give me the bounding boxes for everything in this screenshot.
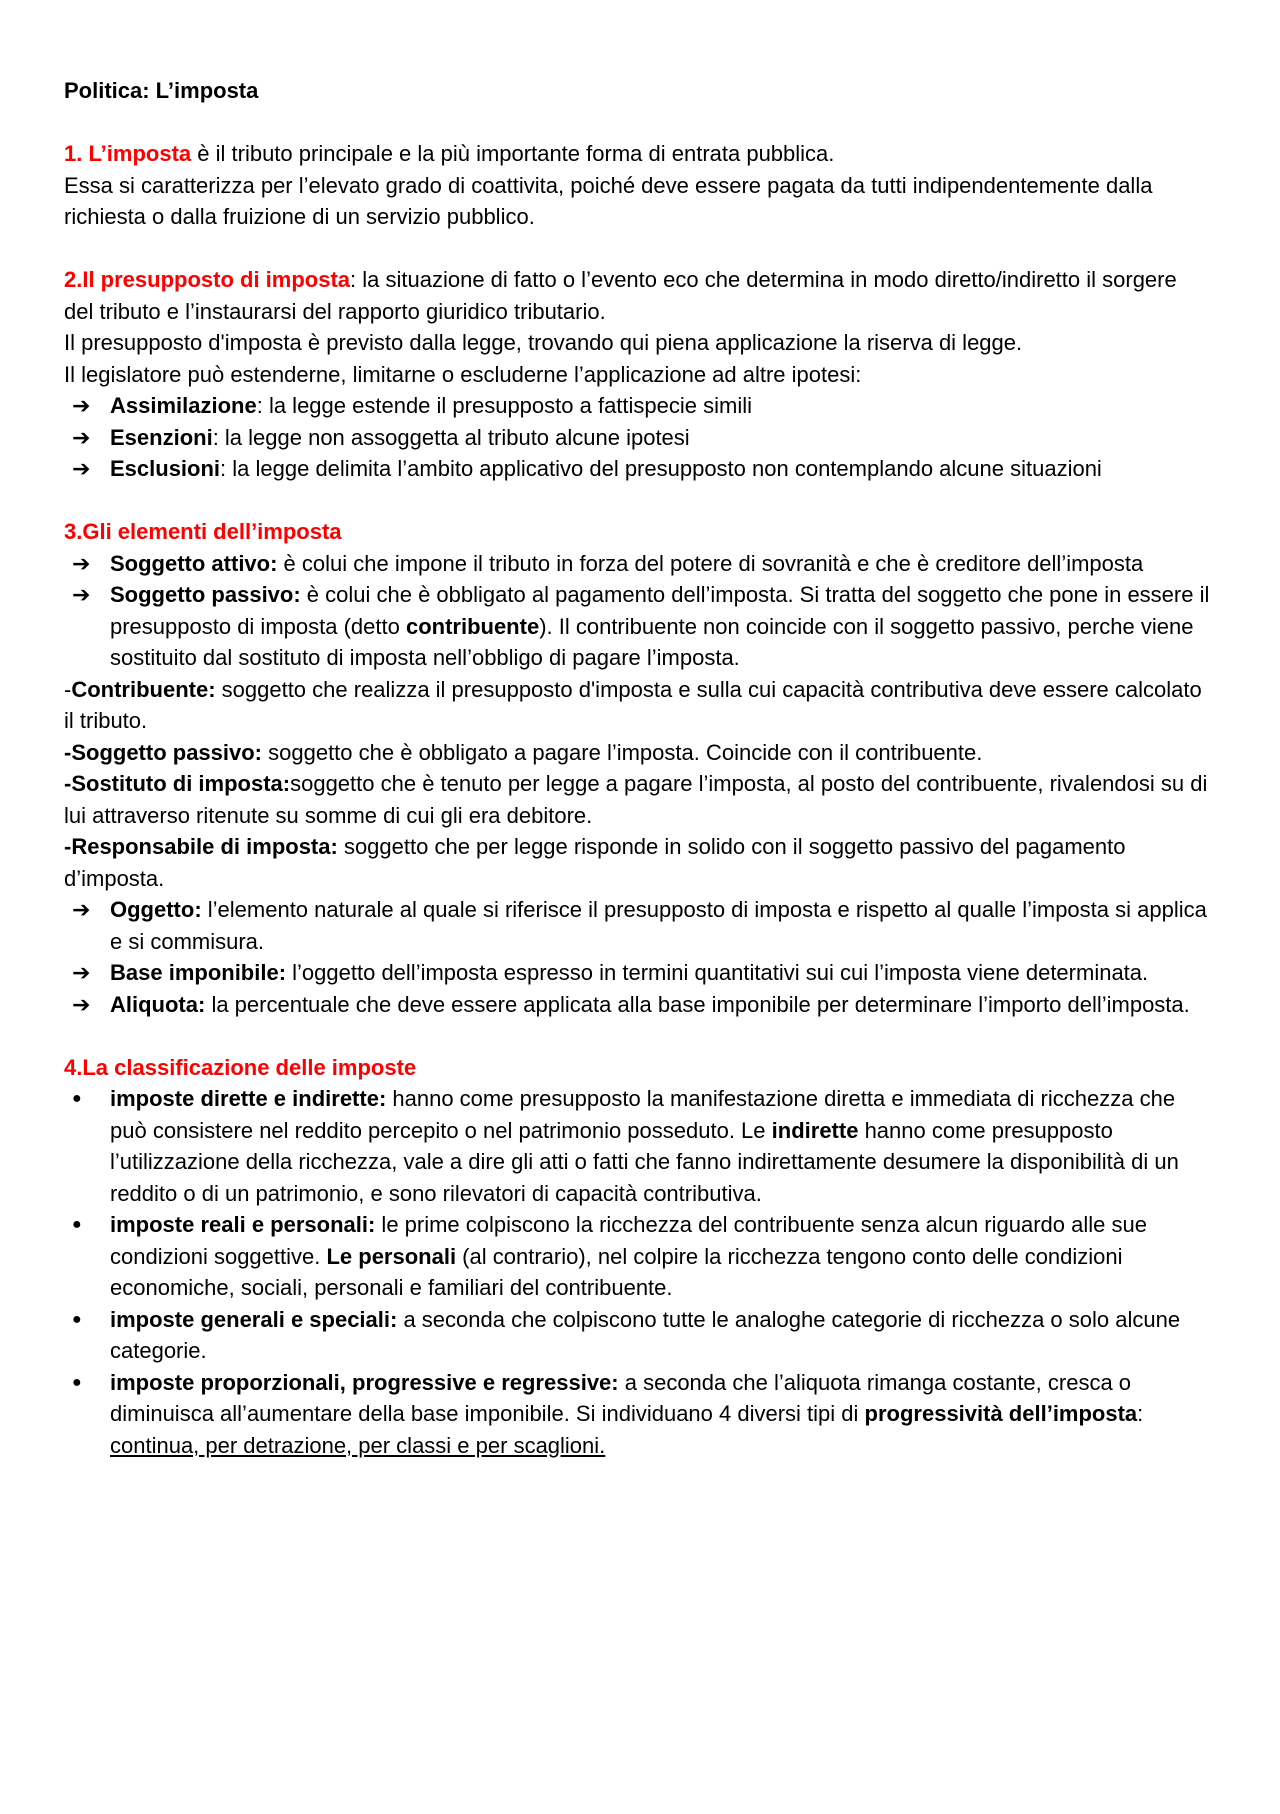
text-run: Il presupposto d'imposta è previsto dalla legge, trovando qui piena applicazione la riserva di legge. xyxy=(64,330,1023,355)
bold-term: Base imponibile: xyxy=(110,960,287,985)
paragraph xyxy=(64,768,1212,831)
blank-line xyxy=(64,107,1212,139)
text-run: è il tributo principale e la più importante forma di entrata pubblica. xyxy=(191,141,835,166)
paragraph xyxy=(64,359,1212,391)
section-heading: 4.La classificazione delle imposte xyxy=(64,1054,417,1080)
arrow-right-icon: ➔ xyxy=(72,393,91,418)
bold-term: Le personali xyxy=(326,1243,457,1269)
arrow-list-item xyxy=(64,894,1212,957)
bold-term: imposte proporzionali, progressive e regressive: xyxy=(110,1369,619,1395)
bullet-icon: ● xyxy=(72,1310,82,1328)
arrow-right-icon: ➔ xyxy=(72,991,91,1017)
bold-term: Contribuente: xyxy=(71,676,216,702)
bold-term: Assimilazione xyxy=(110,393,257,418)
section-heading: 3.Gli elementi dell’imposta xyxy=(64,519,342,544)
text-run: : la situazione di fatto o l’evento eco che determina in modo diretto/indiretto il sorgere del tributo e l’instaurarsi del rapporto giuridico tributario. xyxy=(64,267,1177,324)
text-run: l’oggetto dell’imposta espresso in termini quantitativi sui cui l’imposta viene determinata. xyxy=(286,960,1149,985)
bold-term: Aliquota: xyxy=(110,991,206,1017)
text-run: (al contrario), nel colpire la ricchezza tengono conto delle condizioni economiche, sociali, personali e familiari del contribuente. xyxy=(110,1243,1123,1300)
bullet-icon: ● xyxy=(72,1373,82,1391)
text-run: a seconda che l’aliquota rimanga costante, cresca o diminuisca all’aumentare della base imponibile. Si individuano 4 diversi tipi di xyxy=(110,1369,1132,1426)
text-run: è colui che è obbligato al pagamento dell’imposta. Si tratta del soggetto che pone in essere il presupposto di imposta (detto xyxy=(110,582,1210,639)
bold-term: imposte reali e personali: xyxy=(110,1212,376,1237)
text-run: continua, per detrazione, per classi e per scaglioni. xyxy=(110,1432,606,1458)
bullet-icon: ● xyxy=(72,1090,82,1107)
arrow-list-item xyxy=(64,957,1212,989)
text-run: hanno come presupposto la manifestazione diretta e immediata di ricchezza che può consistere nel reddito percepito o nel patrimonio posseduto. Le xyxy=(110,1086,1176,1143)
arrow-list-item xyxy=(64,453,1212,485)
bold-term: Oggetto: xyxy=(110,897,202,922)
text-run: soggetto che è obbligato a pagare l’imposta. Coincide con il contribuente. xyxy=(262,739,983,765)
text-run: : la legge delimita l’ambito applicativo del presupposto non contemplando alcune situazioni xyxy=(220,456,1102,481)
bold-term: -Responsabile di imposta: xyxy=(64,834,338,859)
bold-term: imposte generali e speciali: xyxy=(110,1306,398,1332)
bold-term: progressività dell’imposta xyxy=(864,1401,1138,1426)
text-run: ). Il contribuente non coincide con il soggetto passivo, perche viene sostituito dal sostituto di imposta nell’obbligo di pagare l’imposta. xyxy=(110,613,1194,670)
section-heading: 1. L’imposta xyxy=(64,141,192,166)
text-run: - xyxy=(64,676,72,702)
arrow-right-icon: ➔ xyxy=(72,960,91,985)
bold-term: Soggetto passivo: xyxy=(110,582,301,607)
blank-line xyxy=(64,1020,1212,1052)
bold-term: Esclusioni xyxy=(110,456,221,481)
arrow-right-icon: ➔ xyxy=(72,582,91,607)
arrow-list-item xyxy=(64,579,1212,674)
text-run: è colui che impone il tributo in forza del potere di sovranità e che è creditore dell’imposta xyxy=(277,550,1144,576)
arrow-right-icon: ➔ xyxy=(72,897,91,922)
bullet-list-item xyxy=(64,1304,1212,1367)
bold-term: indirette xyxy=(771,1117,859,1143)
bold-term: contribuente xyxy=(405,613,540,639)
paragraph xyxy=(64,327,1212,359)
blank-line xyxy=(64,485,1212,517)
text-run: soggetto che realizza il presupposto d'imposta e sulla cui capacità contributiva deve essere calcolato il tributo. xyxy=(64,676,1202,733)
bold-term: Soggetto attivo: xyxy=(110,550,278,576)
bold-term: Esenzioni xyxy=(110,424,213,450)
text-run: soggetto che per legge risponde in solido con il soggetto passivo del pagamento d’imposta. xyxy=(64,834,1126,891)
text-run: : la legge estende il presupposto a fattispecie simili xyxy=(256,393,752,418)
text-run: : la legge non assoggetta al tributo alcune ipotesi xyxy=(212,424,690,450)
bullet-icon: ● xyxy=(72,1216,82,1233)
arrow-list-item xyxy=(64,989,1212,1021)
paragraph xyxy=(64,170,1212,233)
bold-term: imposte dirette e indirette: xyxy=(110,1086,387,1111)
arrow-list-item xyxy=(64,548,1212,580)
document-body xyxy=(64,75,1212,1461)
bullet-list-item xyxy=(64,1367,1212,1462)
text-run: le prime colpiscono la ricchezza del contribuente senza alcun riguardo alle sue condizioni soggettive. xyxy=(110,1212,1147,1269)
bold-term: -Soggetto passivo: xyxy=(64,739,263,765)
section-4 xyxy=(64,1052,1212,1084)
paragraph xyxy=(64,831,1212,894)
text-run: : xyxy=(1137,1401,1144,1426)
section-1 xyxy=(64,138,1212,170)
arrow-list-item xyxy=(64,422,1212,454)
arrow-right-icon: ➔ xyxy=(72,550,91,576)
document-title xyxy=(64,75,1212,107)
section-2 xyxy=(64,264,1212,327)
section-3 xyxy=(64,516,1212,548)
bullet-list-item xyxy=(64,1083,1212,1209)
bullet-list-item xyxy=(64,1209,1212,1304)
bold-term: -Sostituto di imposta: xyxy=(64,771,291,796)
text-run: l’elemento naturale al quale si riferisce il presupposto di imposta e rispetto al qualle l’imposta si applica e si commisura. xyxy=(110,897,1207,954)
arrow-right-icon: ➔ xyxy=(72,456,91,481)
text-run: hanno come presupposto l’utilizzazione della ricchezza, vale a dire gli atti o fatti che fanno indirettamente desumere la disponibilità di un reddito o di un patrimonio, e sono rilevatori di capacità contributiva. xyxy=(110,1117,1179,1206)
blank-line xyxy=(64,233,1212,265)
text-run: soggetto che è tenuto per legge a pagare l’imposta, al posto del contribuente, rivalendosi su di lui attraverso ritenute su somme di cui gli era debitore. xyxy=(64,771,1208,828)
text-run: Il legislatore può estenderne, limitarne o escluderne l’applicazione ad altre ipotesi: xyxy=(64,361,862,387)
text-run: la percentuale che deve essere applicata alla base imponibile per determinare l’importo dell’imposta. xyxy=(205,991,1190,1017)
text-run: Essa si caratterizza per l’elevato grado di coattivita, poiché deve essere pagata da tutti indipendentemente dalla richiesta o dalla fruizione di un servizio pubblico. xyxy=(64,172,1153,229)
text-run: a seconda che colpiscono tutte le analoghe categorie di ricchezza o solo alcune categorie. xyxy=(110,1306,1181,1363)
section-heading: 2.Il presupposto di imposta xyxy=(64,267,351,292)
arrow-right-icon: ➔ xyxy=(72,424,91,450)
paragraph xyxy=(64,737,1212,769)
arrow-list-item xyxy=(64,390,1212,422)
paragraph xyxy=(64,674,1212,737)
bold-term: Politica: L’imposta xyxy=(64,78,259,103)
